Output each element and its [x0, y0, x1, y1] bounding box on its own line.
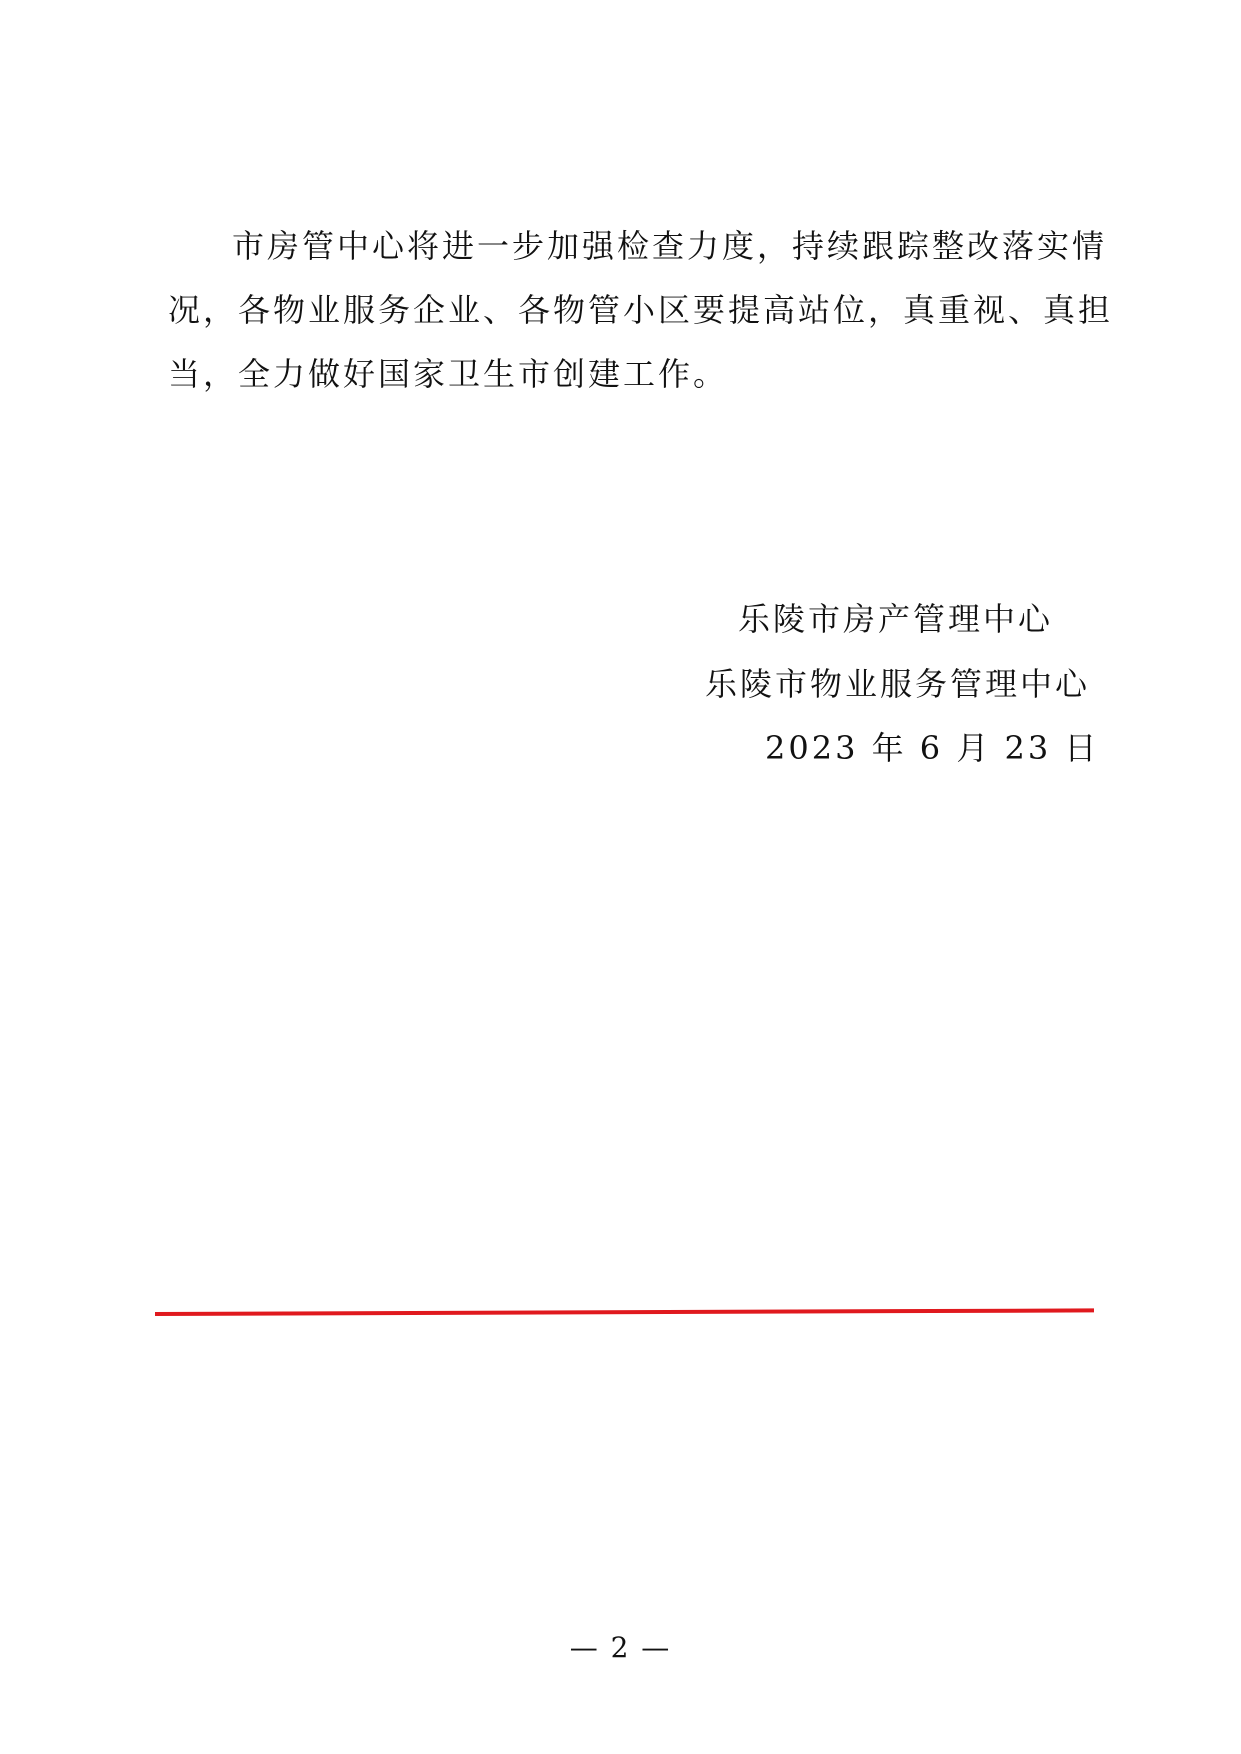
body-paragraph-line-3: 当，全力做好国家卫生市创建工作。 — [168, 355, 729, 393]
signature-org-property: 乐陵市物业服务管理中心 — [705, 665, 1091, 703]
signature-org-housing: 乐陵市房产管理中心 — [738, 600, 1054, 638]
body-paragraph-line-2: 况，各物业服务企业、各物管小区要提高站位，真重视、真担 — [168, 291, 1114, 329]
body-paragraph-line-1: 市房管中心将进一步加强检查力度，持续跟踪整改落实情 — [232, 227, 1108, 265]
signature-date: 2023 年 6 月 23 日 — [765, 729, 1100, 767]
page-number: — 2 — — [569, 1631, 672, 1664]
red-separator-line — [155, 1308, 1094, 1316]
